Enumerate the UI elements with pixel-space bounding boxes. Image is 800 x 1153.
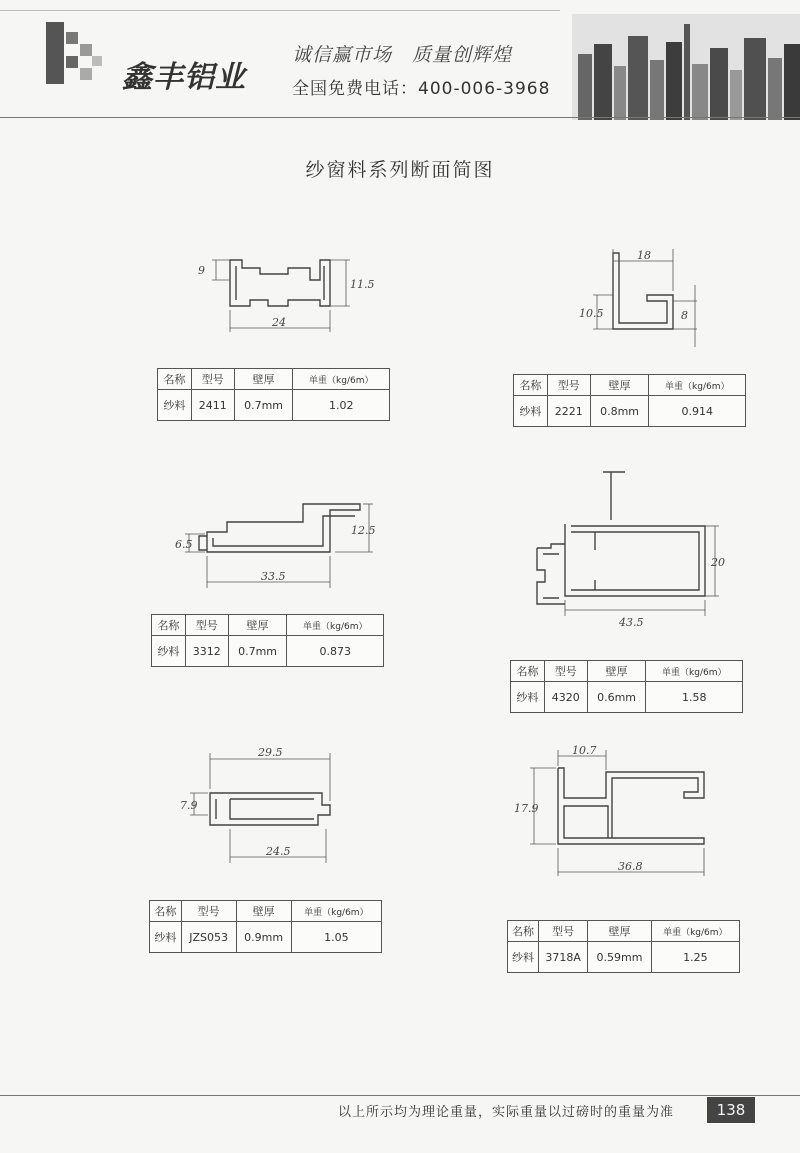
col-header-model: 型号	[539, 921, 588, 942]
cell-name: 纱料	[508, 942, 539, 973]
dim-label: 33.5	[261, 570, 286, 583]
dim-label: 6.5	[175, 538, 193, 551]
dim-label: 7.9	[180, 799, 198, 812]
col-header-weight: 单重（kg/6m）	[646, 661, 743, 682]
col-header-thickness: 壁厚	[236, 901, 291, 922]
page-number: 138	[707, 1097, 755, 1123]
footer-rule	[0, 1095, 800, 1096]
dim-label: 18	[637, 249, 651, 262]
col-header-name: 名称	[514, 375, 548, 396]
spec-table-4320	[510, 660, 743, 713]
col-header-thickness: 壁厚	[590, 375, 649, 396]
cell-weight: 1.02	[293, 390, 390, 421]
cell-model: JZS053	[181, 922, 236, 953]
col-header-name: 名称	[150, 901, 182, 922]
brand-logo-icon	[46, 22, 104, 84]
col-header-thickness: 壁厚	[588, 921, 651, 942]
cell-name: 纱料	[514, 396, 548, 427]
header-rule	[0, 117, 800, 118]
col-header-thickness: 壁厚	[228, 615, 287, 636]
cell-model: 2221	[547, 396, 590, 427]
cell-model: 4320	[544, 682, 587, 713]
cell-thickness: 0.7mm	[234, 390, 293, 421]
dim-label: 36.8	[618, 860, 643, 873]
col-header-weight: 单重（kg/6m）	[287, 615, 384, 636]
hotline: 全国免费电话：400-006-3968	[292, 79, 551, 99]
cell-model: 3718A	[539, 942, 588, 973]
cell-thickness: 0.9mm	[236, 922, 291, 953]
dim-label: 10.7	[572, 744, 597, 757]
dim-label: 24.5	[266, 845, 291, 858]
page-title: 纱窗料系列断面简图	[305, 159, 495, 181]
cell-model: 3312	[185, 636, 228, 667]
spec-table-3312	[151, 614, 384, 667]
dim-label: 29.5	[258, 746, 283, 759]
col-header-model: 型号	[191, 369, 234, 390]
profile-diagram-4320	[515, 470, 725, 630]
page-header	[0, 0, 800, 118]
profile-diagram-2411	[190, 240, 375, 350]
profile-diagram-3718A	[508, 740, 718, 880]
brand-name: 鑫丰铝业	[122, 60, 246, 95]
col-header-thickness: 壁厚	[234, 369, 293, 390]
spec-table-2221	[513, 374, 746, 427]
cell-name: 纱料	[158, 390, 192, 421]
col-header-name: 名称	[158, 369, 192, 390]
city-skyline-image	[572, 14, 800, 120]
dim-label: 12.5	[351, 524, 376, 537]
dim-label: 10.5	[579, 307, 604, 320]
dim-label: 17.9	[514, 802, 539, 815]
cell-weight: 1.25	[651, 942, 739, 973]
profile-diagram-3312	[175, 492, 375, 597]
dim-label: 8	[681, 309, 688, 322]
profile-diagram-2221	[575, 245, 705, 355]
footer-note: 以上所示均为理论重量，实际重量以过磅时的重量为准	[338, 1105, 675, 1120]
profile-diagram-JZS053	[180, 745, 340, 870]
dim-label: 11.5	[350, 278, 375, 291]
col-header-weight: 单重（kg/6m）	[651, 921, 739, 942]
col-header-name: 名称	[152, 615, 186, 636]
col-header-model: 型号	[547, 375, 590, 396]
cell-thickness: 0.8mm	[590, 396, 649, 427]
cell-thickness: 0.7mm	[228, 636, 287, 667]
dim-label: 9	[198, 264, 205, 277]
cell-model: 2411	[191, 390, 234, 421]
header-top-rule	[0, 10, 560, 11]
col-header-weight: 单重（kg/6m）	[649, 375, 746, 396]
cell-name: 纱料	[150, 922, 182, 953]
cell-name: 纱料	[152, 636, 186, 667]
dim-label: 20	[711, 556, 725, 569]
spec-table-2411	[157, 368, 390, 421]
col-header-name: 名称	[511, 661, 545, 682]
cell-thickness: 0.6mm	[587, 682, 646, 713]
col-header-weight: 单重（kg/6m）	[293, 369, 390, 390]
col-header-name: 名称	[508, 921, 539, 942]
cell-weight: 1.58	[646, 682, 743, 713]
dim-label: 43.5	[619, 616, 644, 629]
col-header-model: 型号	[181, 901, 236, 922]
cell-name: 纱料	[511, 682, 545, 713]
slogan: 诚信赢市场 质量创辉煌	[292, 44, 513, 66]
cell-weight: 0.914	[649, 396, 746, 427]
spec-table-3718A	[507, 920, 740, 973]
col-header-model: 型号	[185, 615, 228, 636]
cell-thickness: 0.59mm	[588, 942, 651, 973]
cell-weight: 1.05	[291, 922, 381, 953]
cell-weight: 0.873	[287, 636, 384, 667]
col-header-weight: 单重（kg/6m）	[291, 901, 381, 922]
col-header-thickness: 壁厚	[587, 661, 646, 682]
dim-label: 24	[272, 316, 286, 329]
col-header-model: 型号	[544, 661, 587, 682]
spec-table-JZS053	[149, 900, 382, 953]
